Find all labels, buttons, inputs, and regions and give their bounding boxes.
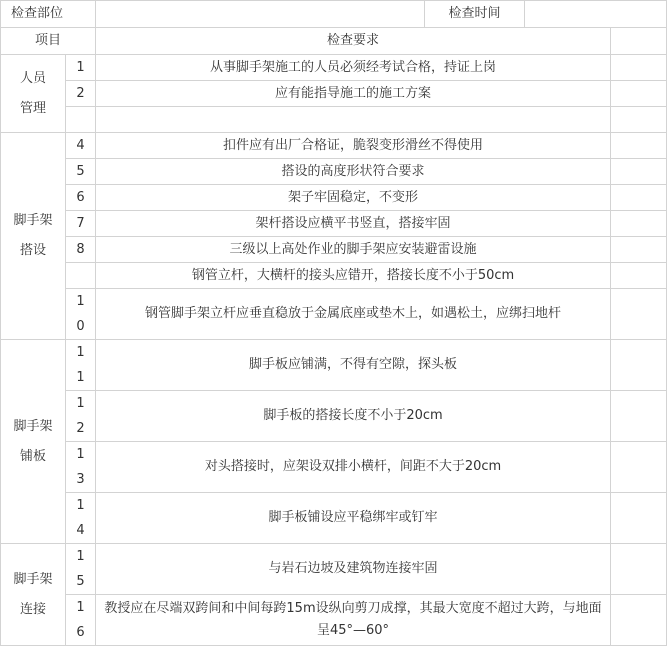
table-row (1, 81, 667, 107)
result-cell[interactable] (611, 107, 667, 133)
result-cell[interactable] (611, 211, 667, 237)
item-number: 6 (66, 185, 96, 211)
table-row (1, 493, 667, 544)
requirement-text: 与岩石边坡及建筑物连接牢固 (96, 544, 611, 595)
item-number: 1 2 (66, 391, 96, 442)
result-cell[interactable] (611, 544, 667, 595)
result-column-header (611, 28, 667, 55)
result-cell[interactable] (611, 81, 667, 107)
table-row (1, 237, 667, 263)
requirement-text: 应有能指导施工的施工方案 (96, 81, 611, 107)
inspection-location-label: 检查部位 (1, 1, 96, 28)
item-number: 1 6 (66, 595, 96, 646)
requirement-text: 脚手板的搭接长度不小于20cm (96, 391, 611, 442)
item-number (66, 107, 96, 133)
requirement-text: 脚手板铺设应平稳绑牢或钉牢 (96, 493, 611, 544)
result-cell[interactable] (611, 185, 667, 211)
result-cell[interactable] (611, 237, 667, 263)
requirement-text: 架子牢固稳定，不变形 (96, 185, 611, 211)
category-label: 连接 (19, 601, 46, 617)
category-label: 脚手架 (13, 213, 53, 228)
item-number: 8 (66, 237, 96, 263)
requirement-text: 从事脚手架施工的人员必须经考试合格，持证上岗 (96, 55, 611, 81)
inspection-time-value[interactable] (525, 1, 667, 28)
requirement-text (96, 107, 611, 133)
table-row (1, 391, 667, 442)
category-label: 搭设 (19, 243, 46, 258)
table-row (1, 595, 667, 646)
category-cell (1, 133, 66, 340)
item-number: 2 (66, 81, 96, 107)
category-cell (1, 340, 66, 544)
requirement-text: 架杆搭设应横平书竖直，搭接牢固 (96, 211, 611, 237)
requirement-text: 钢管立杆，大横杆的接头应错开，搭接长度不小于50cm (96, 263, 611, 289)
result-cell[interactable] (611, 133, 667, 159)
item-number: 1 (66, 55, 96, 81)
requirement-text: 搭设的高度形状符合要求 (96, 159, 611, 185)
category-label: 管理 (19, 100, 46, 116)
item-number: 1 5 (66, 544, 96, 595)
table-row (1, 263, 667, 289)
requirement-text: 扣件应有出厂合格证，脆裂变形滑丝不得使用 (96, 133, 611, 159)
category-label: 人员 (19, 70, 46, 86)
result-cell[interactable] (611, 289, 667, 340)
result-cell[interactable] (611, 263, 667, 289)
table-row (1, 133, 667, 159)
table-row (1, 442, 667, 493)
table-row (1, 55, 667, 81)
requirement-text: 脚手板应铺满，不得有空隙，探头板 (96, 340, 611, 391)
result-cell[interactable] (611, 55, 667, 81)
inspection-location-value[interactable] (96, 1, 425, 28)
category-cell (1, 55, 66, 133)
table-row (1, 211, 667, 237)
category-label: 脚手架 (13, 418, 53, 434)
requirement-text: 教授应在尽端双跨间和中间每跨15m设纵向剪刀成撑，其最大宽度不超过大跨，与地面呈45°—60° (96, 595, 611, 646)
result-cell[interactable] (611, 340, 667, 391)
result-cell[interactable] (611, 493, 667, 544)
item-number: 7 (66, 211, 96, 237)
item-number: 1 1 (66, 340, 96, 391)
category-cell (1, 544, 66, 646)
item-number: 5 (66, 159, 96, 185)
inspection-time-label: 检查时间 (425, 1, 525, 28)
requirement-column-header: 检查要求 (96, 28, 611, 55)
item-number: 1 3 (66, 442, 96, 493)
table-row (1, 289, 667, 340)
item-number (66, 263, 96, 289)
item-number: 4 (66, 133, 96, 159)
item-column-header: 项目 (1, 28, 96, 55)
column-header-row (1, 28, 667, 55)
result-cell[interactable] (611, 159, 667, 185)
table-row (1, 159, 667, 185)
requirement-text: 钢管脚手架立杆应垂直稳放于金属底座或垫木上，如遇松土，应绑扫地杆 (96, 289, 611, 340)
category-label: 铺板 (19, 448, 46, 464)
category-label: 脚手架 (13, 571, 53, 587)
header-row (1, 1, 667, 28)
result-cell[interactable] (611, 442, 667, 493)
requirement-text: 对头搭接时，应架设双排小横杆，间距不大于20cm (96, 442, 611, 493)
item-number: 1 0 (66, 289, 96, 340)
result-cell[interactable] (611, 595, 667, 646)
requirement-text: 三级以上高处作业的脚手架应安装避雷设施 (96, 237, 611, 263)
item-number: 1 4 (66, 493, 96, 544)
result-cell[interactable] (611, 391, 667, 442)
table-row (1, 544, 667, 595)
table-row (1, 107, 667, 133)
table-row (1, 185, 667, 211)
table-row (1, 340, 667, 391)
